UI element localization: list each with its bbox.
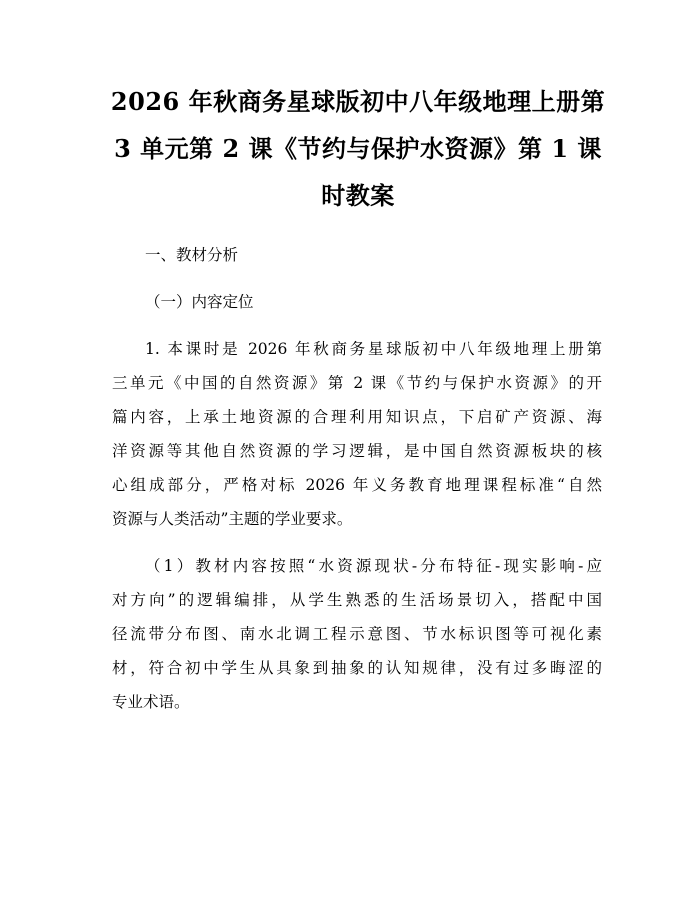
page-title (88, 78, 628, 219)
paragraph-line: 1. 本课时是 2026 年秋商务星球版初中八年级地理上册第 (145, 340, 602, 358)
title-line-2: 3 单元第 2 课《节约与保护水资源》第 1 课 (114, 134, 602, 163)
section-heading: 一、教材分析 (145, 246, 239, 264)
paragraph-line: 对方向”的逻辑编排，从学生熟悉的生活场景切入，搭配中国 (112, 591, 602, 609)
title-line-3: 时教案 (321, 181, 395, 210)
paragraph-2 (112, 549, 602, 719)
paragraph-line: 径流带分布图、南水北调工程示意图、节水标识图等可视化素 (112, 625, 602, 643)
title-line-1: 2026 年秋商务星球版初中八年级地理上册第 (110, 87, 606, 116)
paragraph-line: （1）教材内容按照“水资源现状-分布特征-现实影响-应 (145, 557, 602, 575)
paragraph-line: 资源与人类活动”主题的学业要求。 (112, 510, 353, 528)
paragraph-line: 篇内容，上承土地资源的合理利用知识点，下启矿产资源、海 (112, 408, 602, 426)
document-body (112, 238, 602, 719)
paragraph-line: 材，符合初中学生从具象到抽象的认知规律，没有过多晦涩的 (112, 659, 602, 677)
spacer (112, 272, 602, 285)
subsection-heading: （一）内容定位 (145, 293, 254, 311)
paragraph-line: 洋资源等其他自然资源的学习逻辑，是中国自然资源板块的核 (112, 442, 602, 460)
spacer (112, 536, 602, 549)
paragraph-line: 专业术语。 (112, 693, 190, 711)
paragraph-1 (112, 332, 602, 536)
paragraph-line: 三单元《中国的自然资源》第 2 课《节约与保护水资源》的开 (112, 374, 602, 392)
spacer (112, 319, 602, 332)
paragraph-line: 心组成部分，严格对标 2026 年义务教育地理课程标准“自然 (112, 476, 602, 494)
